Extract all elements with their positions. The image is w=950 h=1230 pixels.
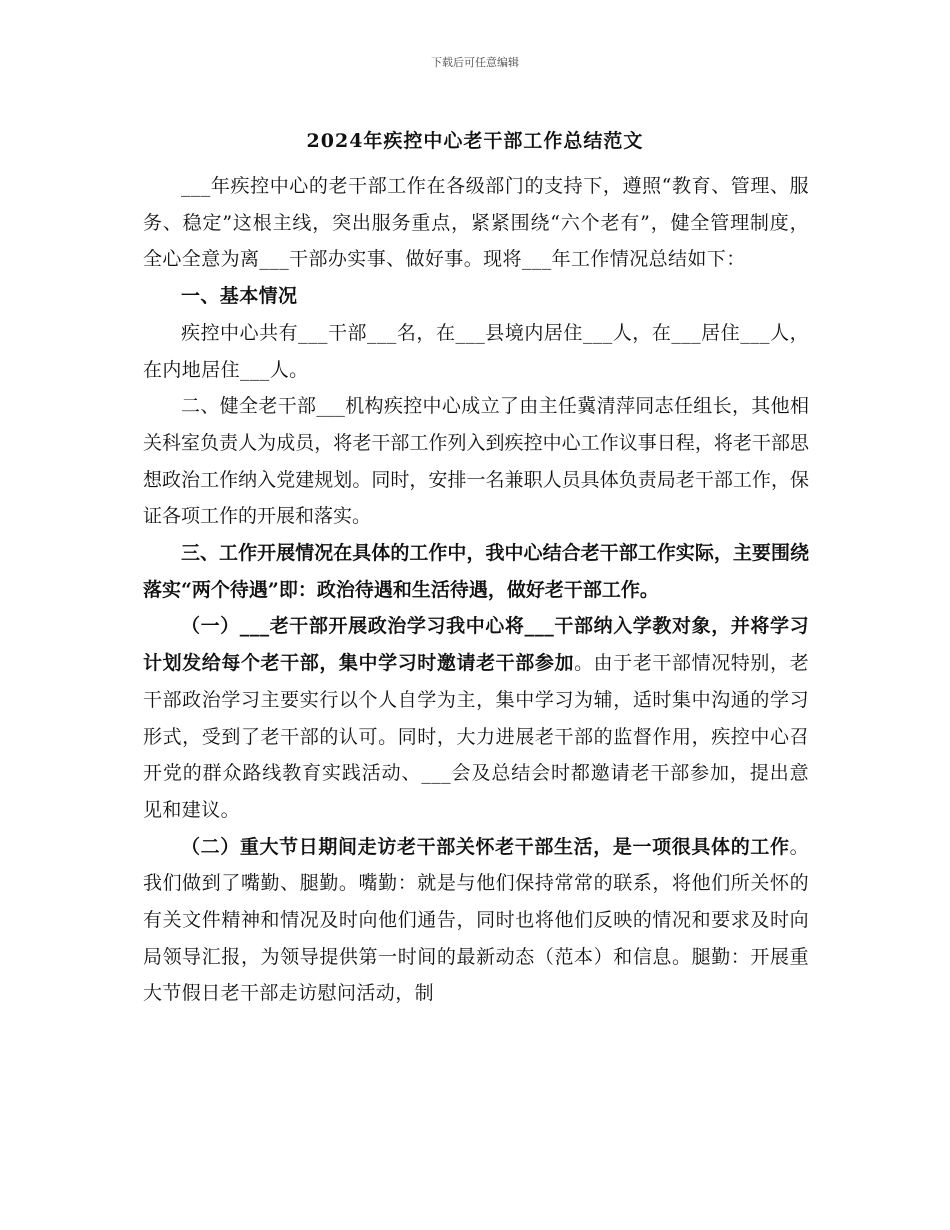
political-study-bold-lead: （一）___老干部开展政治学习我中心将___干部纳入学教对象，并将学习计划发给每个老干部，集中学习时邀请老干部参加 [143, 615, 809, 675]
political-study-body: 。由于老干部情况特别，老干部政治学习主要实行以个人自学为主，集中学习为辅，适时集中沟通的学习形式，受到了老干部的认可。同时，大力进展老干部的监督作用，疾控中心召开党的群众路线教育实践活动、___会及总结会时都邀请老干部参加，提出意见和建议。 [143, 652, 809, 821]
work-progress-paragraph: 三、工作开展情况在具体的工作中，我中心结合老干部工作实际，主要围绕落实“两个待遇”即：政治待遇和生活待遇，做好老干部工作。 [143, 542, 809, 601]
document-body [143, 168, 809, 1012]
intro-paragraph: ___年疾控中心的老干部工作在各级部门的支持下，遵照“教育、管理、服务、稳定”这根主线，突出服务重点，紧紧围绕“六个老有”，健全管理制度，全心全意为离___干部办实事、做好事。现将___年工作情况总结如下： [143, 175, 809, 271]
organization-paragraph: 二、健全老干部___机构疾控中心成立了由主任冀清萍同志任组长，其他相关科室负责人为成员，将老干部工作列入到疾控中心工作议事日程，将老干部思想政治工作纳入党建规划。同时，安排一名兼职人员具体负责局老干部工作，保证各项工作的开展和落实。 [143, 395, 809, 528]
holiday-visit-bold-lead: （二）重大节日期间走访老干部关怀老干部生活，是一项很具体的工作 [181, 835, 790, 858]
holiday-visit-paragraph [143, 829, 809, 1013]
political-study-paragraph [143, 608, 809, 828]
page-header-note: 下载后可任意编辑 [431, 56, 519, 69]
basic-situation-paragraph: 疾控中心共有___干部___名，在___县境内居住___人，在___居住___人，在内地居住___人。 [143, 321, 809, 381]
document-title: 2024年疾控中心老干部工作总结范文 [306, 130, 644, 152]
holiday-visit-body: 。我们做到了嘴勤、腿勤。嘴勤：就是与他们保持常常的联系，将他们所关怀的有关文件精神和情况及时向他们通告，同时也将他们反映的情况和要求及时向局领导汇报，为领导提供第一时间的最新动态（范本）和信息。腿勤：开展重大节假日老干部走访慰问活动，制 [143, 835, 809, 1005]
section-heading-basic-situation: 一、基本情况 [181, 285, 298, 308]
